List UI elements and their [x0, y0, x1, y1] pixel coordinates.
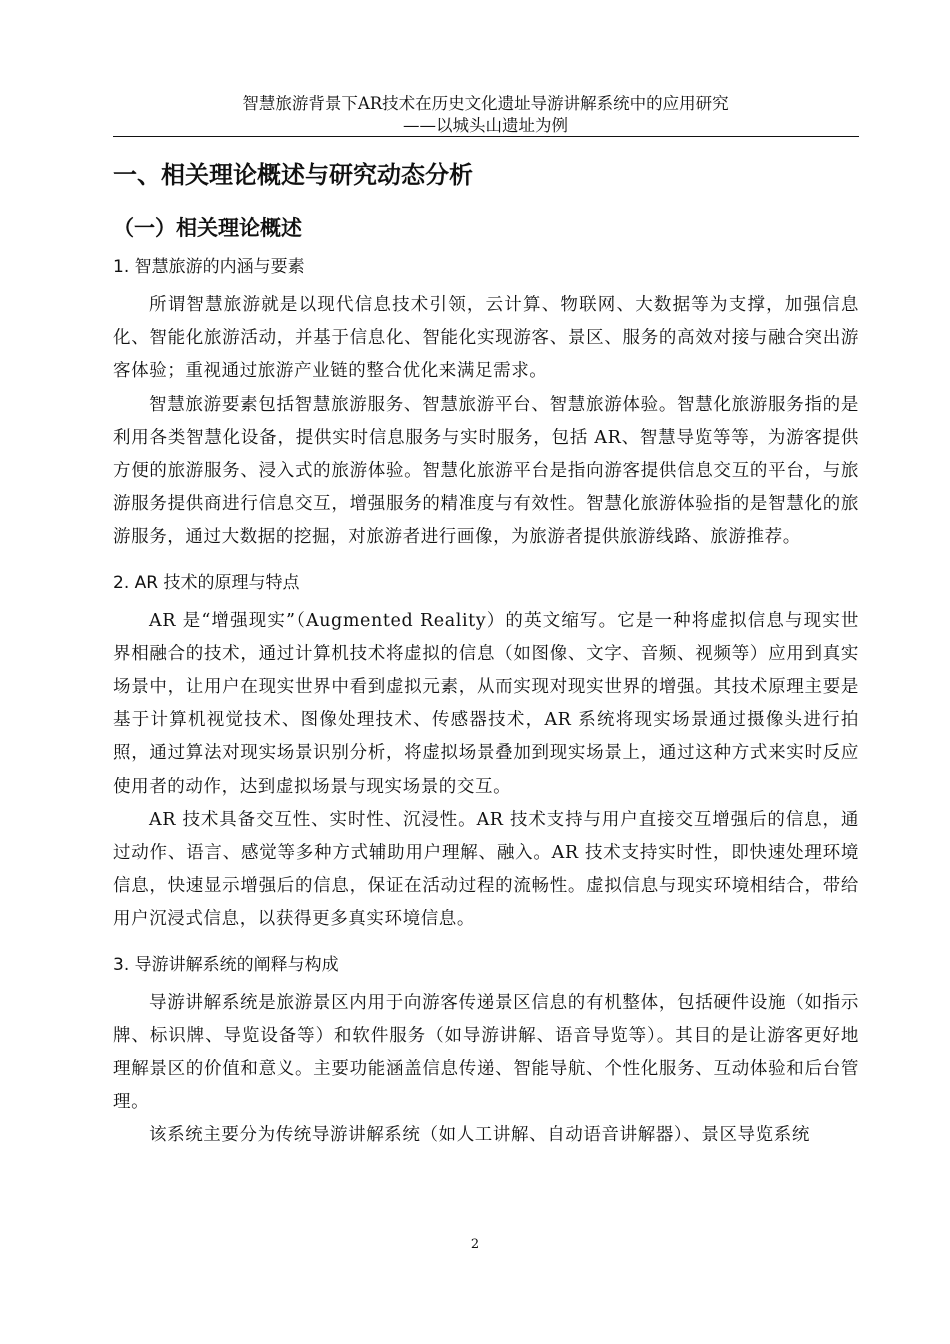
paragraph: 该系统主要分为传统导游讲解系统（如人工讲解、自动语音讲解器）、景区导览系统	[149, 1125, 810, 1146]
paragraph: 导游讲解系统是旅游景区内用于向游客传递景区信息的有机整体，包括硬件设施（如指示牌、标识牌、导览设备等）和软件服务（如导游讲解、语音导览等）。其目的是让游客更好地理解景区的价值和意义。主要功能涵盖信息传递、智能导航、个性化服务、互动体验和后台管理。	[113, 992, 859, 1113]
header-title-line1: 智慧旅游背景下AR技术在历史文化遗址导游讲解系统中的应用研究	[242, 94, 729, 113]
page-body	[113, 155, 859, 1153]
paragraph: AR 技术具备交互性、实时性、沉浸性。AR 技术支持与用户直接交互增强后的信息，通过动作、语言、感觉等多种方式辅助用户理解、融入。AR 技术支持实时性，即快速处理环境信息，快速显示增强后的信息，保证在活动过程的流畅性。虚拟信息与现实环境相结合，带给用户沉浸式信息，以获得更多真实环境信息。	[113, 809, 859, 930]
chapter-title: 一、相关理论概述与研究动态分析	[113, 161, 473, 189]
page-number: 2	[470, 1237, 480, 1252]
subsection-3-title: 3. 导游讲解系统的阐释与构成	[113, 954, 339, 975]
paragraph: 智慧旅游要素包括智慧旅游服务、智慧旅游平台、智慧旅游体验。智慧化旅游服务指的是利用各类智慧化设备，提供实时信息服务与实时服务，包括 AR、智慧导览等等，为游客提供方便的旅游服务、浸入式的旅游体验。智慧化旅游平台是指向游客提供信息交互的平台，与旅游服务提供商进行信息交互，增强服务的精准度与有效性。智慧化旅游体验指的是智慧化的旅游服务，通过大数据的挖掘，对旅游者进行画像，为旅游者提供旅游线路、旅游推荐。	[113, 394, 859, 548]
subsection-1-title: 1. 智慧旅游的内涵与要素	[113, 257, 305, 277]
paragraph: 所谓智慧旅游就是以现代信息技术引领，云计算、物联网、大数据等为支撑，加强信息化、智能化旅游活动，并基于信息化、智能化实现游客、景区、服务的高效对接与融合突出游客体验；重视通过旅游产业链的整合优化来满足需求。	[113, 295, 859, 382]
running-header	[113, 93, 858, 137]
header-rule	[113, 136, 859, 137]
header-title-line2: ——以城头山遗址为例	[403, 116, 568, 135]
subsection-2-title: 2. AR 技术的原理与特点	[113, 572, 300, 593]
paragraph: AR 是“增强现实”（Augmented Reality）的英文缩写。它是一种将虚拟信息与现实世界相融合的技术，通过计算机技术将虚拟的信息（如图像、文字、音频、视频等）应用到真实场景中，让用户在现实世界中看到虚拟元素，从而实现对现实世界的增强。其技术原理主要是基于计算机视觉技术、图像处理技术、传感器技术，AR 系统将现实场景通过摄像头进行拍照，通过算法对现实场景识别分析，将虚拟场景叠加到现实场景上，通过这种方式来实时反应使用者的动作，达到虚拟场景与现实场景的交互。	[113, 610, 859, 797]
section-title: （一）相关理论概述	[113, 216, 302, 240]
